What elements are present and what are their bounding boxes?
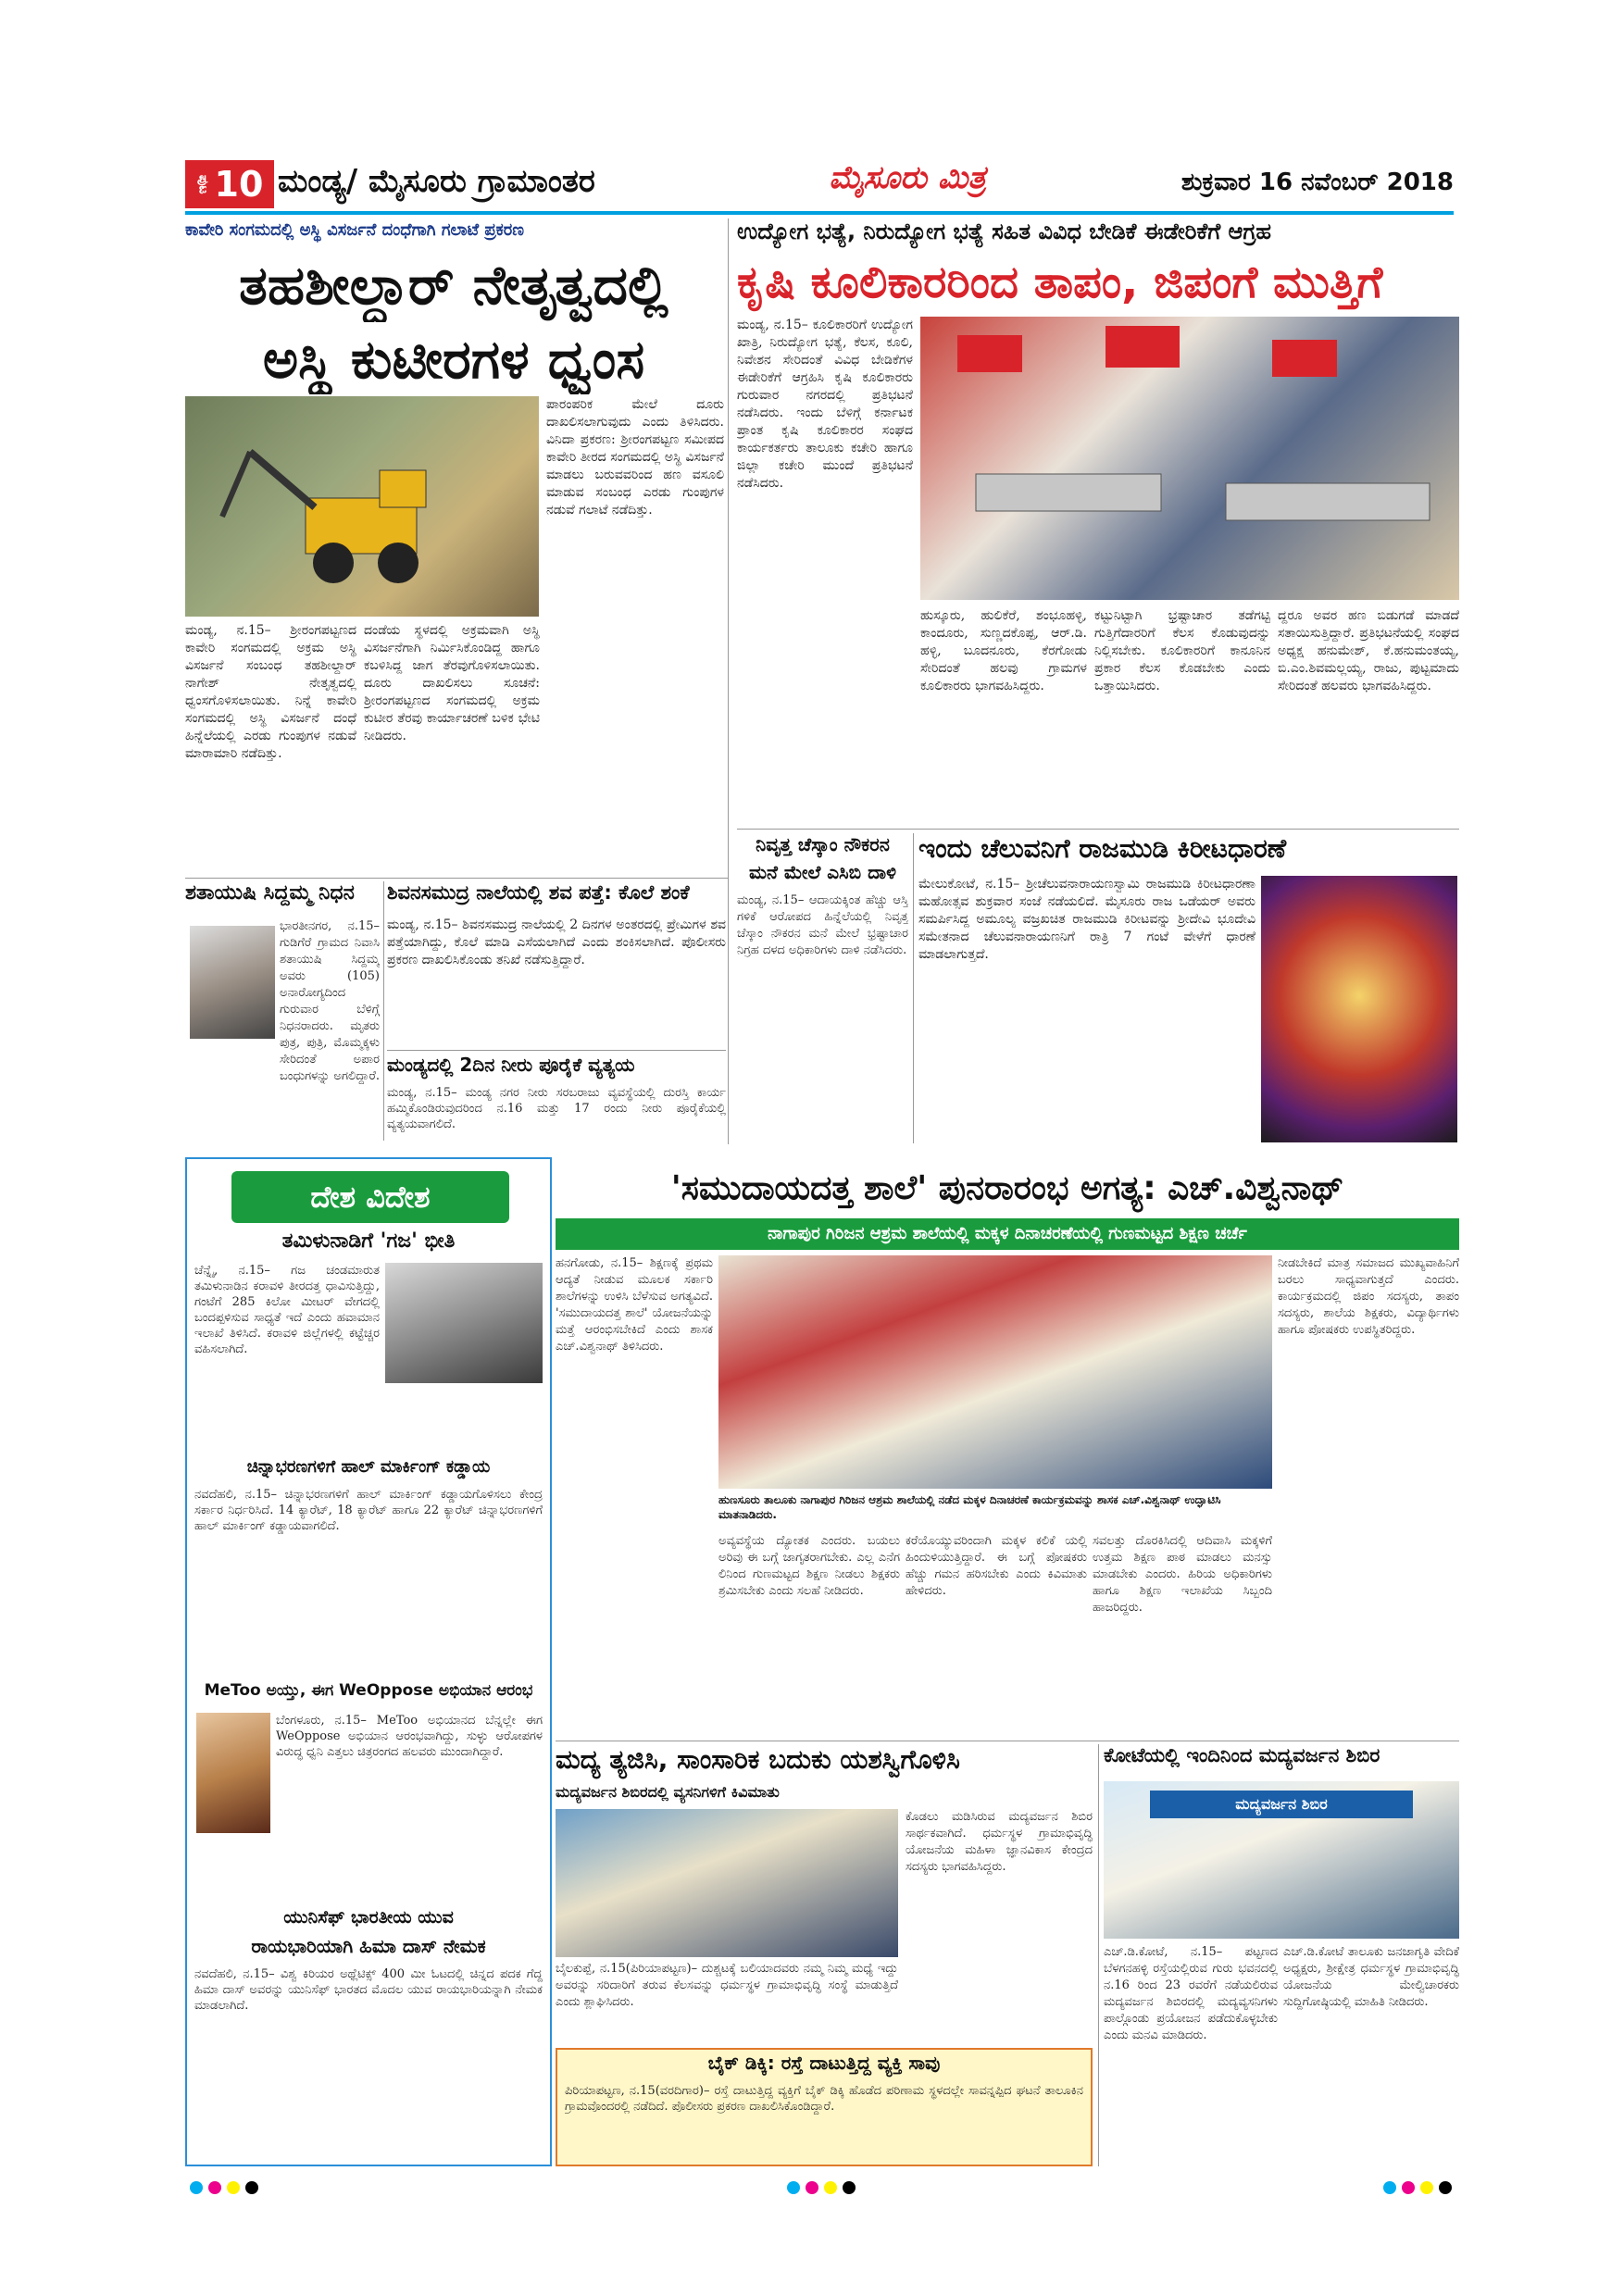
siddamma-body: ಭಾರತೀನಗರ, ನ.15– ಗುಡಿಗೆರೆ ಗ್ರಾಮದ ನಿವಾಸಿ ಶತಾಯುಷಿ ಸಿದ್ದಮ್ಮ ಅವರು (105) ಅನಾರೋಗ್ಯದಿಂದ ಗುರುವಾರ ಬೆಳಿಗ್ಗೆ ನಿಧನರಾದರು. ಮೃತರು ಪುತ್ರ, ಪುತ್ರಿ, ಮೊಮ್ಮಕ್ಕಳು ಸೇರಿದಂತೆ ಅಪಾರ ಬಂಧುಗಳನ್ನು ಅಗಲಿದ್ದಾರೆ. bbox=[280, 919, 380, 1083]
divider bbox=[737, 829, 1459, 830]
water-body: ಮಂಡ್ಯ, ನ.15– ಮಂಡ್ಯ ನಗರ ನೀರು ಸರಬರಾಜು ವ್ಯವಸ್ಥೆಯಲ್ಲಿ ದುರಸ್ತಿ ಕಾರ್ಯ ಹಮ್ಮಿಕೊಂಡಿರುವುದರಿಂದ ನ.16 ಮತ್ತು 17 ರಂದು ನೀರು ಪೂರೈಕೆಯಲ್ಲಿ ವ್ಯತ್ಯಯವಾಗಲಿದೆ. bbox=[387, 1086, 726, 1131]
cheluva-headline: ಇಂದು ಚೆಲುವನಿಗೆ ರಾಜಮುಡಿ ಕಿರೀಟಧಾರಣೆ bbox=[918, 833, 1287, 864]
hallmark-body: ನವದೆಹಲಿ, ನ.15– ಚಿನ್ನಾಭರಣಗಳಿಗೆ ಹಾಲ್ ಮಾರ್ಕಿಂಗ್ ಕಡ್ಡಾಯಗೊಳಿಸಲು ಕೇಂದ್ರ ಸರ್ಕಾರ ನಿರ್ಧರಿಸಿದೆ. 14 ಕ್ಯಾರೆಟ್, 18 ಕ್ಯಾರೆಟ್ ಹಾಗೂ 22 ಕ್ಯಾರೆಟ್ ಚಿನ್ನಾಭರಣಗಳಿಗೆ ಹಾಲ್ ಮಾರ್ಕಿಂಗ್ ಕಡ್ಡಾಯವಾಗಲಿದೆ. bbox=[194, 1488, 543, 1533]
krishi-body-3: ಕಟ್ಟುನಿಟ್ಟಾಗಿ ಭ್ರಷ್ಟಾಚಾರ ತಡೆಗಟ್ಟಿ ಗುತ್ತಿಗೆದಾರರಿಗೆ ಕೆಲಸ ಕೊಡುವುದನ್ನು ನಿಲ್ಲಿಸಬೇಕು. ಕೂಲಿಕಾರರಿಗೆ ಕಾನೂನಿನ ಪ್ರಕಾರ ಕೆಲಸ ಕೊಡಬೇಕು ಎಂದು ಒತ್ತಾಯಿಸಿದರು. bbox=[1094, 608, 1270, 693]
divider bbox=[387, 1050, 726, 1051]
header-rule bbox=[185, 211, 1454, 215]
page-label: ಪುಟ bbox=[195, 174, 211, 194]
vishwanath-body-1: ಹನಗೋಡು, ನ.15– ಶಿಕ್ಷಣಕ್ಕೆ ಪ್ರಥಮ ಆದ್ಯತೆ ನೀಡುವ ಮೂಲಕ ಸರ್ಕಾರಿ ಶಾಲೆಗಳನ್ನು ಉಳಿಸಿ ಬೆಳೆಸುವ ಅಗತ್ಯವಿದೆ. 'ಸಮುದಾಯದತ್ತ ಶಾಲೆ' ಯೋಜನೆಯನ್ನು ಮತ್ತೆ ಆರಂಭಿಸಬೇಕಿದೆ ಎಂದು ಶಾಸಕ ಎಚ್.ವಿಶ್ವನಾಥ್ ತಿಳಿಸಿದರು. bbox=[556, 1256, 713, 1354]
column-divider bbox=[1098, 1744, 1099, 2166]
column-divider bbox=[728, 218, 729, 1144]
siddamma-headline: ಶತಾಯುಷಿ ಸಿದ್ದಮ್ಮ ನಿಧನ bbox=[185, 881, 355, 905]
vishwanath-body-5: ಸವಲತ್ತು ದೊರಕಿಸಿದಲ್ಲಿ ಆದಿವಾಸಿ ಮಕ್ಕಳಿಗೆ ಉತ್ತಮ ಶಿಕ್ಷಣ ಪಾಠ ಮಾಡಲು ಮನಸ್ಸು ಮಾಡಬೇಕು ಎಂದರು. ಹಿರಿಯ ಅಧಿಕಾರಿಗಳು ಹಾಗೂ ಶಿಕ್ಷಣ ಇಲಾಖೆಯ ಸಿಬ್ಬಂದಿ ಹಾಜರಿದ್ದರು. bbox=[1093, 1534, 1272, 1615]
protest-photo bbox=[920, 317, 1459, 600]
tahasildar-headline-2: ಅಸ್ಥಿ ಕುಟೀರಗಳ ಧ್ವಂಸ bbox=[262, 328, 645, 391]
shivasamudra-body: ಮಂಡ್ಯ, ನ.15– ಶಿವನಸಮುದ್ರ ನಾಲೆಯಲ್ಲಿ 2 ದಿನಗಳ ಅಂತರದಲ್ಲಿ ಪ್ರೇಮಿಗಳ ಶವ ಪತ್ತೆಯಾಗಿದ್ದು, ಕೊಲೆ ಮಾಡಿ ಎಸೆಯಲಾಗಿದೆ ಎಂದು ಶಂಕಿಸಲಾಗಿದೆ. ಪೊಲೀಸರು ಪ್ರಕರಣ ದಾಖಲಿಸಿಕೊಂಡು ತನಿಖೆ ನಡೆಸುತ್ತಿದ್ದಾರೆ. bbox=[387, 917, 726, 967]
vishwanath-headline: 'ಸಮುದಾಯದತ್ತ ಶಾಲೆ' ಪುನರಾರಂಭ ಅಗತ್ಯ: ಎಚ್.ವಿಶ್ವನಾಥ್ bbox=[670, 1169, 1344, 1207]
metoo-headline: MeToo ಅಯ್ತು, ಈಗ WeOppose ಅಭಿಯಾನ ಆರಂಭ bbox=[204, 1681, 533, 1700]
divider bbox=[185, 878, 728, 879]
gaja-body: ಚೆನ್ನೈ, ನ.15– ಗಜ ಚಂಡಮಾರುತ ತಮಿಳುನಾಡಿನ ಕರಾವಳಿ ತೀರದತ್ತ ಧಾವಿಸುತ್ತಿದ್ದು, ಗಂಟೆಗೆ 285 ಕಿಲೋ ಮೀಟರ್ ವೇಗದಲ್ಲಿ ಬಂದಪ್ಪಳಿಸುವ ಸಾಧ್ಯತೆ ಇದೆ ಎಂದು ಹವಾಮಾನ ಇಲಾಖೆ ತಿಳಿಸಿದೆ. ಕರಾವಳಿ ಜಿಲ್ಲೆಗಳಲ್ಲಿ ಕಟ್ಟೆಚ್ಚರ ವಹಿಸಲಾಗಿದೆ. bbox=[194, 1264, 380, 1356]
unicef-headline: ರಾಯಭಾರಿಯಾಗಿ ಹಿಮಾ ದಾಸ್ ನೇಮಕ bbox=[251, 1935, 486, 1957]
kotte-headline: ಕೋಟೆಯಲ್ಲಿ ಇಂದಿನಿಂದ ಮದ್ಯವರ್ಜನ ಶಿಬಿರ bbox=[1104, 1744, 1380, 1766]
storm-photo bbox=[385, 1263, 543, 1383]
water-headline: ಮಂಡ್ಯದಲ್ಲಿ 2ದಿನ ನೀರು ಪೂರೈಕೆ ವ್ಯತ್ಯಯ bbox=[387, 1054, 635, 1076]
hallmark-headline: ಚಿನ್ನಾಭರಣಗಳಿಗೆ ಹಾಲ್ ಮಾರ್ಕಿಂಗ್ ಕಡ್ಡಾಯ bbox=[246, 1457, 491, 1477]
yellow-dot-icon bbox=[227, 2181, 240, 2194]
nivrutta-body: ಮಂಡ್ಯ, ನ.15– ಆದಾಯಕ್ಕಿಂತ ಹೆಚ್ಚು ಆಸ್ತಿ ಗಳಿಕೆ ಆರೋಪದ ಹಿನ್ನೆಲೆಯಲ್ಲಿ ನಿವೃತ್ತ ಚೆಸ್ಕಾಂ ನೌಕರನ ಮನೆ ಮೇಲೆ ಭ್ರಷ್ಟಾಚಾರ ನಿಗ್ರಹ ದಳದ ಅಧಿಕಾರಿಗಳು ದಾಳಿ ನಡೆಸಿದರು. bbox=[737, 893, 908, 957]
krishi-kicker: ಉದ್ಯೋಗ ಭತ್ಯೆ, ನಿರುದ್ಯೋಗ ಭತ್ಯೆ ಸಹಿತ ವಿವಿಧ ಬೇಡಿಕೆ ಈಡೇರಿಕೆಗೆ ಆಗ್ರಹ bbox=[737, 218, 1271, 244]
gaja-headline: ತಮಿಳುನಾಡಿಗೆ 'ಗಜ' ಭೀತಿ bbox=[281, 1229, 456, 1253]
metoo-body: ಬೆಂಗಳೂರು, ನ.15– MeToo ಅಭಿಯಾನದ ಬೆನ್ನಲ್ಲೇ ಈಗ WeOppose ಅಭಿಯಾನ ಆರಂಭವಾಗಿದ್ದು, ಸುಳ್ಳು ಆರೋಪಗಳ ವಿರುದ್ಧ ಧ್ವನಿ ಎತ್ತಲು ಚಿತ್ರರಂಗದ ಹಲವರು ಮುಂದಾಗಿದ್ದಾರೆ. bbox=[276, 1714, 543, 1759]
unicef-body: ನವದೆಹಲಿ, ನ.15– ವಿಶ್ವ ಕಿರಿಯರ ಅಥ್ಲೆಟಿಕ್ಸ್ 400 ಮೀ ಓಟದಲ್ಲಿ ಚಿನ್ನದ ಪದಕ ಗೆದ್ದ ಹಿಮಾ ದಾಸ್ ಅವರನ್ನು ಯುನಿಸೆಫ್ ಭಾರತದ ಮೊದಲ ಯುವ ರಾಯಭಾರಿಯನ್ನಾಗಿ ನೇಮಕ ಮಾಡಲಾಗಿದೆ. bbox=[194, 1967, 543, 2013]
krishi-body-1: ಮಂಡ್ಯ, ನ.15– ಕೂಲಿಕಾರರಿಗೆ ಉದ್ಯೋಗ ಖಾತ್ರಿ, ನಿರುದ್ಯೋಗ ಭತ್ಯೆ, ಕೆಲಸ, ಕೂಲಿ, ನಿವೇಶನ ಸೇರಿದಂತೆ ವಿವಿಧ ಬೇಡಿಕೆಗಳ ಈಡೇರಿಕೆಗೆ ಆಗ್ರಹಿಸಿ ಕೃಷಿ ಕೂಲಿಕಾರರು ಗುರುವಾರ ನಗರದಲ್ಲಿ ಪ್ರತಿಭಟನೆ ನಡೆಸಿದರು. ಇಂದು ಬೆಳಿಗ್ಗೆ ಕರ್ನಾಟಕ ಪ್ರಾಂತ ಕೃಷಿ ಕೂಲಿಕಾರರ ಸಂಘದ ಕಾರ್ಯಕರ್ತರು ತಾಲೂಕು ಕಚೇರಿ ಹಾಗೂ ಜಿಲ್ಲಾ ಕಚೇರಿ ಮುಂದೆ ಪ್ರತಿಭಟನೆ ನಡೆಸಿದರು. bbox=[737, 318, 913, 491]
masthead-logo: ಮೈಸೂರು ಮಿತ್ರ bbox=[829, 159, 986, 196]
registration-marks-center bbox=[787, 2181, 861, 2196]
cyan-dot-icon bbox=[190, 2181, 203, 2194]
deity-photo bbox=[1261, 876, 1457, 1142]
vishwanath-body-3: ಅವ್ಯವಸ್ಥೆಯ ದ್ಯೋತಕ ಎಂದರು. ಬಯಲು ಅರಿವು ಈ ಬಗ್ಗೆ ಜಾಗೃತರಾಗಬೇಕು. ಎಲ್ಲ ಎನೆಗ ಲಿನಿಂದ ಗುಣಮಟ್ಟದ ಶಿಕ್ಷಣ ನೀಡಲು ಶಿಕ್ಷಕರು ಶ್ರಮಿಸಬೇಕು ಎಂದು ಸಲಹೆ ನೀಡಿದರು. bbox=[718, 1534, 900, 1598]
tahasildar-headline-1: ತಹಶೀಲ್ದಾರ್ ನೇತೃತ್ವದಲ್ಲಿ bbox=[239, 254, 668, 317]
accident-headline: ಬೈಕ್ ಡಿಕ್ಕಿ: ರಸ್ತೆ ದಾಟುತ್ತಿದ್ದ ವ್ಯಕ್ತಿ ಸಾವು bbox=[707, 2052, 941, 2074]
nivrutta-headline-2: ಮನೆ ಮೇಲೆ ಎಸಿಬಿ ದಾಳಿ bbox=[749, 861, 896, 883]
demolition-photo bbox=[185, 396, 539, 617]
page-number: 10 bbox=[214, 164, 264, 205]
school-event-photo bbox=[718, 1255, 1272, 1489]
madhya-headline: ಮದ್ಯ ತ್ಯಜಿಸಿ, ಸಾಂಸಾರಿಕ ಬದುಕು ಯಶಸ್ವಿಗೊಳಿಸಿ bbox=[556, 1744, 960, 1775]
kotte-body-1: ಎಚ್.ಡಿ.ಕೋಟೆ, ನ.15– ಪಟ್ಟಣದ ಬೆಳಗನಹಳ್ಳಿ ರಸ್ತೆಯಲ್ಲಿರುವ ಗುರು ಭವನದಲ್ಲಿ ನ.16 ರಿಂದ 23 ರವರೆಗೆ ನಡೆಯಲಿರುವ ಮದ್ಯವರ್ಜನ ಶಿಬಿರದಲ್ಲಿ ಮದ್ಯವ್ಯಸನಿಗಳು ಪಾಲ್ಗೊಂಡು ಪ್ರಯೋಜನ ಪಡೆದುಕೊಳ್ಳಬೇಕು ಎಂದು ಮನವಿ ಮಾಡಿದರು. bbox=[1104, 1945, 1278, 2042]
registration-marks-right bbox=[1383, 2181, 1457, 2196]
madhya-subhead: ಮದ್ಯವರ್ಜನ ಶಿಬಿರದಲ್ಲಿ ವ್ಯಸನಿಗಳಿಗೆ ಕಿವಿಮಾತು bbox=[556, 1783, 780, 1801]
siddamma-portrait bbox=[190, 926, 275, 1039]
madhya-photo bbox=[556, 1809, 898, 1957]
magenta-dot-icon bbox=[208, 2181, 221, 2194]
cyan-dot-icon bbox=[1383, 2181, 1396, 2194]
madhya-body-2: ಕೊಡಲು ಮಡಿಸಿರುವ ಮದ್ಯವರ್ಜನ ಶಿಬಿರ ಸಾರ್ಥಕವಾಗಿದೆ. ಧರ್ಮಸ್ಥಳ ಗ್ರಾಮಾಭಿವೃದ್ಧಿ ಯೋಜನೆಯ ಮಹಿಳಾ ಜ್ಞಾನವಿಕಾಸ ಕೇಂದ್ರದ ಸದಸ್ಯರು ಭಾಗವಹಿಸಿದ್ದರು. bbox=[906, 1810, 1093, 1874]
cheluva-body: ಮೇಲುಕೋಟೆ, ನ.15– ಶ್ರೀಚೆಲುವನಾರಾಯಣಸ್ವಾಮಿ ರಾಜಮುಡಿ ಕಿರೀಟಧಾರಣಾ ಮಹೋತ್ಸವ ಶುಕ್ರವಾರ ಸಂಜೆ ನಡೆಯಲಿದೆ. ಮೈಸೂರು ರಾಜ ಒಡೆಯರ್ ಅವರು ಸಮರ್ಪಿಸಿದ್ದ ಅಮೂಲ್ಯ ವಜ್ರಖಚಿತ ರಾಜಮುಡಿ ಕಿರೀಟವನ್ನು ಶ್ರೀದೇವಿ ಭೂದೇವಿ ಸಮೇತನಾದ ಚೆಲುವನಾರಾಯಣನಿಗೆ ರಾತ್ರಿ 7 ಗಂಟೆ ವೇಳೆಗೆ ಧಾರಣೆ ಮಾಡಲಾಗುತ್ತದೆ. bbox=[918, 877, 1255, 962]
black-dot-icon bbox=[1439, 2181, 1452, 2194]
column-divider bbox=[913, 833, 914, 1143]
vishwanath-strip: ನಾಗಾಪುರ ಗಿರಿಜನ ಆಶ್ರಮ ಶಾಲೆಯಲ್ಲಿ ಮಕ್ಕಳ ದಿನಾಚರಣೆಯಲ್ಲಿ ಗುಣಮಟ್ಟದ ಶಿಕ್ಷಣ ಚರ್ಚೆ bbox=[556, 1218, 1459, 1250]
accident-body: ಪಿರಿಯಾಪಟ್ಟಣ, ನ.15(ವರದಿಗಾರ)– ರಸ್ತೆ ದಾಟುತ್ತಿದ್ದ ವ್ಯಕ್ತಿಗೆ ಬೈಕ್ ಡಿಕ್ಕಿ ಹೊಡೆದ ಪರಿಣಾಮ ಸ್ಥಳದಲ್ಲೇ ಸಾವನ್ನಪ್ಪಿದ ಘಟನೆ ತಾಲೂಕಿನ ಗ್ರಾಮವೊಂದರಲ್ಲಿ ನಡೆದಿದೆ. ಪೊಲೀಸರು ಪ್ರಕರಣ ದಾಖಲಿಸಿಕೊಂಡಿದ್ದಾರೆ. bbox=[565, 2084, 1083, 2114]
tahasildar-body-3: ಪಾರಂಪರಿಕ ಮೇಲೆ ದೂರು ದಾಖಲಿಸಲಾಗುವುದು ಎಂದು ತಿಳಿಸಿದರು. ವಿನಿದಾ ಪ್ರಕರಣ: ಶ್ರೀರಂಗಪಟ್ಟಣ ಸಮೀಪದ ಕಾವೇರಿ ತೀರದ ಸಂಗಮದಲ್ಲಿ ಅಸ್ಥಿ ವಿಸರ್ಜನೆ ಮಾಡಲು ಬರುವವರಿಂದ ಹಣ ವಸೂಲಿ ಮಾಡುವ ಸಂಬಂಧ ಎರಡು ಗುಂಪುಗಳ ನಡುವೆ ಗಲಾಟೆ ನಡೆದಿತ್ತು. bbox=[546, 397, 724, 518]
magenta-dot-icon bbox=[1402, 2181, 1415, 2194]
kotte-body-2: ಎಚ್.ಡಿ.ಕೋಟೆ ತಾಲೂಕು ಜನಜಾಗೃತಿ ವೇದಿಕೆ ಅಧ್ಯಕ್ಷರು, ಶ್ರೀಕ್ಷೇತ್ರ ಧರ್ಮಸ್ಥಳ ಗ್ರಾಮಾಭಿವೃದ್ಧಿ ಯೋಜನೆಯ ಮೇಲ್ವಿಚಾರಕರು ಸುದ್ದಿಗೋಷ್ಠಿಯಲ್ಲಿ ಮಾಹಿತಿ ನೀಡಿದರು. bbox=[1283, 1945, 1459, 2009]
vishwanath-body-4: ಕರೆಯೊಯ್ಯುವರಿಂದಾಗಿ ಮಕ್ಕಳ ಕಲಿಕೆ ಯಲ್ಲಿ ಹಿಂದುಳಿಯುತ್ತಿದ್ದಾರೆ. ಈ ಬಗ್ಗೆ ಪೋಷಕರು ಹೆಚ್ಚು ಗಮನ ಹರಿಸಬೇಕು ಎಂದು ಕಿವಿಮಾತು ಹೇಳಿದರು. bbox=[906, 1534, 1087, 1598]
kotte-banner: ಮದ್ಯವರ್ಜನ ಶಿಬಿರ bbox=[1150, 1791, 1413, 1818]
nivrutta-headline-1: ನಿವೃತ್ತ ಚೆಸ್ಕಾಂ ನೌಕರನ bbox=[756, 833, 890, 855]
tahasildar-body-2: ದಂಡೆಯ ಸ್ಥಳದಲ್ಲಿ ಅಕ್ರಮವಾಗಿ ಅಸ್ಥಿ ವಿಸರ್ಜನೆಗಾಗಿ ನಿರ್ಮಿಸಿಕೊಂಡಿದ್ದ ಹಾಗೂ ಕಬಳಿಸಿದ್ದ ಜಾಗ ತೆರವುಗೊಳಿಸಲಾಯಿತು. ದೂರು ದಾಖಲಿಸಲು ಸೂಚನೆ: ಶ್ರೀರಂಗಪಟ್ಟಣದ ಸಂಗಮದಲ್ಲಿ ಅಕ್ರಮ ಕುಟೀರ ತೆರವು ಕಾರ್ಯಾಚರಣೆ ಬಳಿಕ ಭೇಟಿ ನೀಡಿದರು. bbox=[364, 623, 540, 743]
krishi-body-2: ಹುಸ್ಕೂರು, ಹುಲಿಕೆರೆ, ಶಂಭೂಹಳ್ಳಿ, ಕಾಂದೂರು, ಸುಣ್ಣದಕೊಪ್ಪ, ಆರ್.ಡಿ. ಹಳ್ಳಿ, ಬೂದನೂರು, ಕೆರಗೋಡು ಸೇರಿದಂತೆ ಹಲವು ಗ್ರಾಮಗಳ ಕೂಲಿಕಾರರು ಭಾಗವಹಿಸಿದ್ದರು. bbox=[920, 608, 1087, 693]
actress-photo bbox=[196, 1713, 270, 1833]
protest-flags-icon bbox=[920, 317, 1459, 600]
tahasildar-body-1: ಮಂಡ್ಯ, ನ.15– ಶ್ರೀರಂಗಪಟ್ಟಣದ ಕಾವೇರಿ ಸಂಗಮದಲ್ಲಿ ಅಕ್ರಮ ಅಸ್ಥಿ ವಿಸರ್ಜನೆ ಸಂಬಂಧ ತಹಶೀಲ್ದಾರ್ ನಾಗೇಶ್ ನೇತೃತ್ವದಲ್ಲಿ ಧ್ವಂಸಗೊಳಿಸಲಾಯಿತು. ನಿನ್ನೆ ಕಾವೇರಿ ಸಂಗಮದಲ್ಲಿ ಅಸ್ಥಿ ವಿಸರ್ಜನೆ ದಂಧೆ ಹಿನ್ನೆಲೆಯಲ್ಲಿ ಎರಡು ಗುಂಪುಗಳ ನಡುವೆ ಮಾರಾಮಾರಿ ನಡೆದಿತ್ತು. bbox=[185, 623, 356, 761]
shivasamudra-headline: ಶಿವನಸಮುದ್ರ ನಾಲೆಯಲ್ಲಿ ಶವ ಪತ್ತೆ: ಕೊಲೆ ಶಂಕೆ bbox=[387, 881, 690, 904]
krishi-body-4: ದ್ದರೂ ಅವರ ಹಣ ಬಿಡುಗಡೆ ಮಾಡದೆ ಸತಾಯಿಸುತ್ತಿದ್ದಾರೆ. ಪ್ರತಿಭಟನೆಯಲ್ಲಿ ಸಂಘದ ಅಧ್ಯಕ್ಷ ಹನುಮೇಶ್, ಕೆ.ಹನುಮಂತಯ್ಯ, ಬಿ.ಎಂ.ಶಿವಮಲ್ಲಯ್ಯ, ರಾಜು, ಪುಟ್ಟಮಾದು ಸೇರಿದಂತೆ ಹಲವರು ಭಾಗವಹಿಸಿದ್ದರು. bbox=[1278, 608, 1459, 693]
school-event-caption: ಹುಣಸೂರು ತಾಲೂಕು ನಾಗಾಪುರ ಗಿರಿಜನ ಆಶ್ರಮ ಶಾಲೆಯಲ್ಲಿ ನಡೆದ ಮಕ್ಕಳ ದಿನಾಚರಣೆ ಕಾರ್ಯಕ್ರಮವನ್ನು ಶಾಸಕ ಎಚ್.ವಿಶ್ವನಾಥ್ ಉದ್ಘಾಟಿಸಿ ಮಾತನಾಡಿದರು. bbox=[718, 1492, 1272, 1529]
black-dot-icon bbox=[843, 2181, 856, 2194]
yellow-dot-icon bbox=[1420, 2181, 1433, 2194]
cyan-dot-icon bbox=[787, 2181, 800, 2194]
black-dot-icon bbox=[245, 2181, 258, 2194]
registration-marks-left bbox=[190, 2181, 264, 2196]
magenta-dot-icon bbox=[806, 2181, 818, 2194]
krishi-headline: ಕೃಷಿ ಕೂಲಿಕಾರರಿಂದ ತಾಪಂ, ಜಿಪಂಗೆ ಮುತ್ತಿಗೆ bbox=[737, 256, 1383, 308]
desha-videsha-banner: ದೇಶ ವಿದೇಶ bbox=[231, 1171, 509, 1223]
section-title: ಮಂಡ್ಯ/ ಮೈಸೂರು ಗ್ರಾಮಾಂತರ bbox=[278, 163, 595, 200]
page-number-badge bbox=[185, 160, 274, 208]
vishwanath-body-2: ನೀಡಬೇಕಿದೆ ಮಾತ್ರ ಸಮಾಜದ ಮುಖ್ಯವಾಹಿನಿಗೆ ಬರಲು ಸಾಧ್ಯವಾಗುತ್ತದೆ ಎಂದರು. ಕಾರ್ಯಕ್ರಮದಲ್ಲಿ ಜಿಪಂ ಸದಸ್ಯರು, ತಾಪಂ ಸದಸ್ಯರು, ಶಾಲೆಯ ಶಿಕ್ಷಕರು, ವಿದ್ಯಾರ್ಥಿಗಳು ಹಾಗೂ ಪೋಷಕರು ಉಪಸ್ಥಿತರಿದ್ದರು. bbox=[1278, 1256, 1459, 1337]
yellow-dot-icon bbox=[824, 2181, 837, 2194]
unicef-kicker: ಯುನಿಸೆಫ್ ಭಾರತೀಯ ಯುವ bbox=[283, 1907, 454, 1928]
madhya-body-1: ಬೈಲಕುಪ್ಪೆ, ನ.15(ಪಿರಿಯಾಪಟ್ಟಣ)– ದುಶ್ಚಟಕ್ಕೆ ಬಲಿಯಾದವರು ನಮ್ಮ ನಿಮ್ಮ ಮಧ್ಯೆ ಇದ್ದು ಅವರನ್ನು ಸರಿದಾರಿಗೆ ತರುವ ಕೆಲಸವನ್ನು ಧರ್ಮಸ್ಥಳ ಗ್ರಾಮಾಭಿವೃದ್ಧಿ ಸಂಸ್ಥೆ ಮಾಡುತ್ತಿದೆ ಎಂದು ಶ್ಲಾಘಿಸಿದರು. bbox=[556, 1962, 898, 2009]
dateline: ಶುಕ್ರವಾರ 16 ನವೆಂಬರ್ 2018 bbox=[1181, 168, 1454, 196]
kotte-photo bbox=[1104, 1781, 1459, 1939]
tahasildar-kicker: ಕಾವೇರಿ ಸಂಗಮದಲ್ಲಿ ಅಸ್ಥಿ ವಿಸರ್ಜನೆ ದಂಧೆಗಾಗಿ ಗಲಾಟೆ ಪ್ರಕರಣ bbox=[185, 220, 525, 240]
column-divider bbox=[383, 881, 384, 1141]
excavator-icon bbox=[185, 396, 539, 617]
